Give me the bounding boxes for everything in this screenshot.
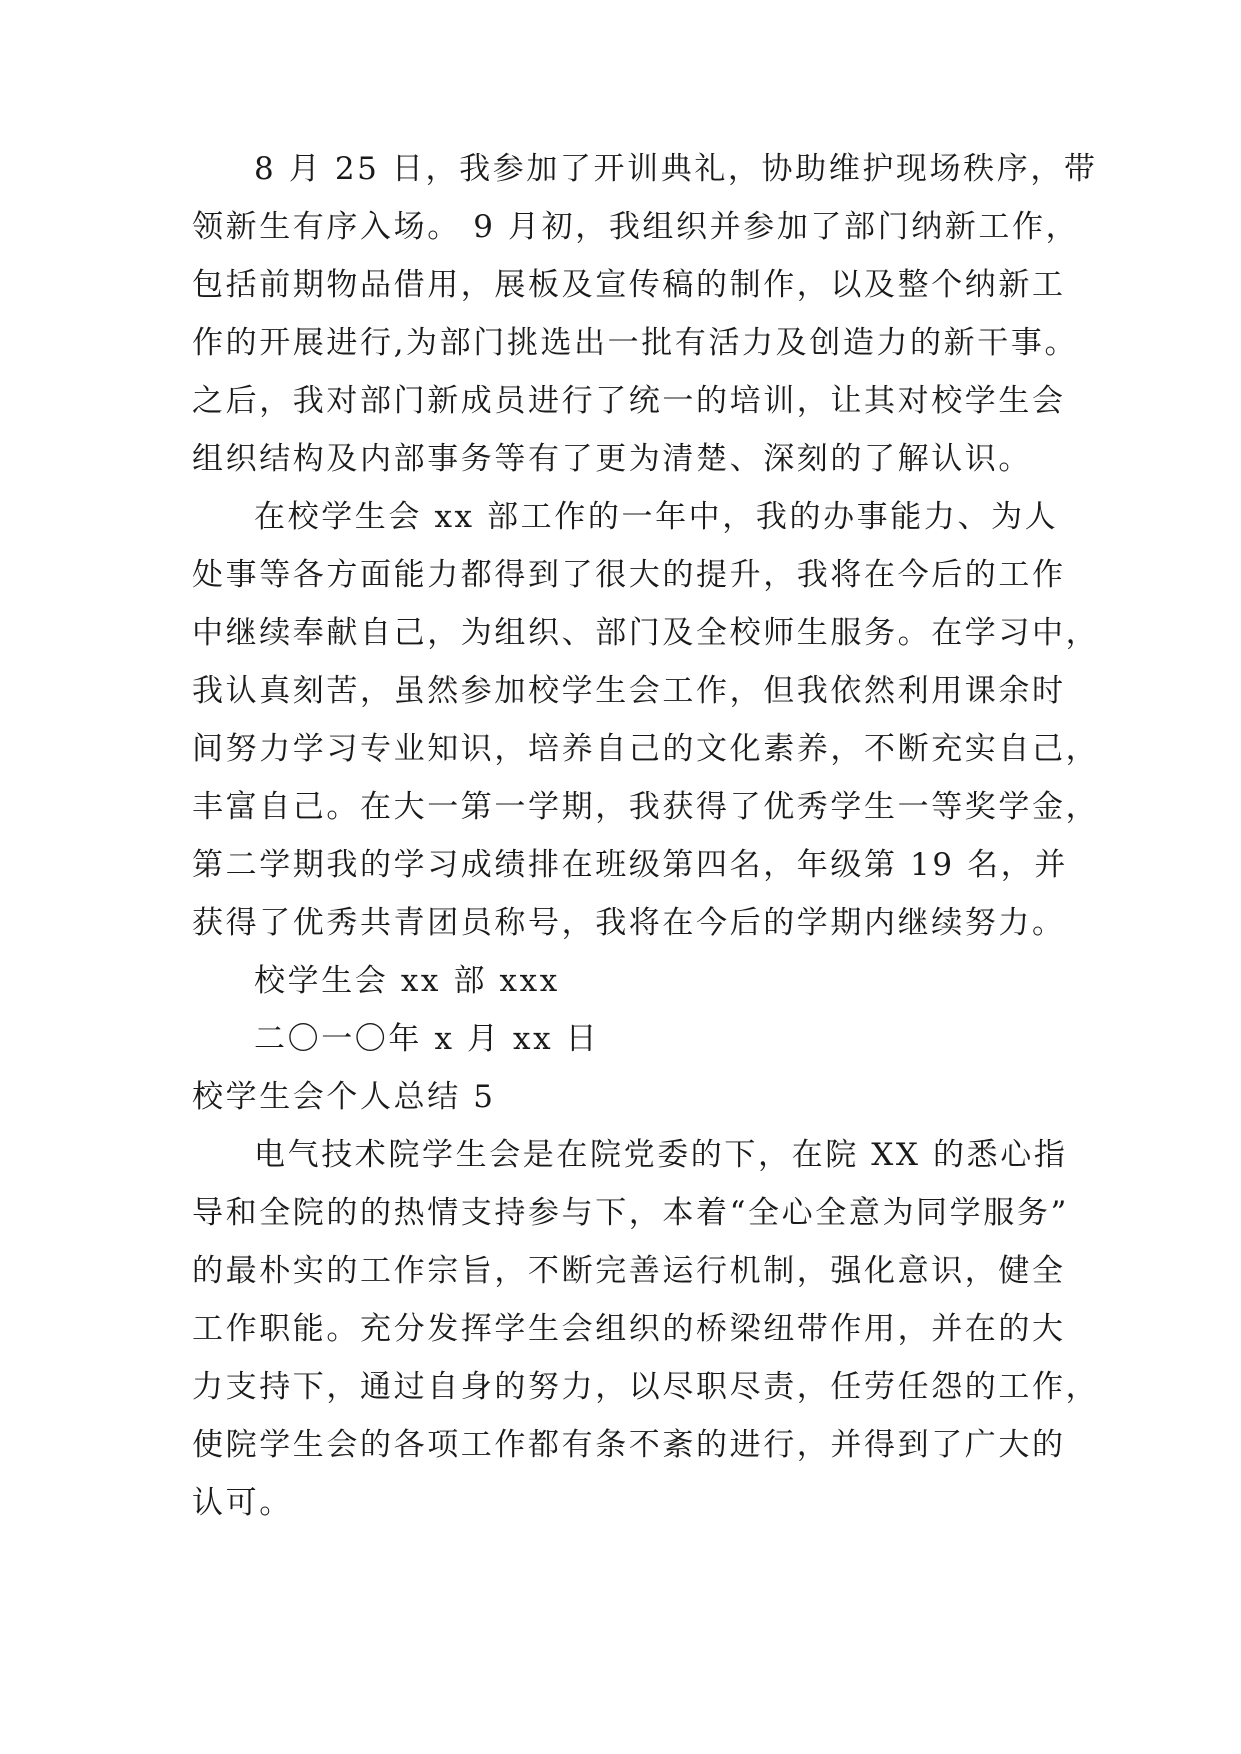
paragraph-line: 之后，我对部门新成员进行了统一的培训，让其对校学生会 <box>192 383 1066 419</box>
paragraph-line: 中继续奉献自己，为组织、部门及全校师生服务。在学习中， <box>192 615 1100 651</box>
paragraph-line: 在校学生会 xx 部工作的一年中，我的办事能力、为人 <box>254 499 1059 535</box>
paragraph-line: 包括前期物品借用，展板及宣传稿的制作，以及整个纳新工 <box>192 267 1066 303</box>
date-line: 二〇一〇年 x 月 xx 日 <box>254 1021 600 1057</box>
paragraph-line: 8 月 25 日，我参加了开训典礼，协助维护现场秩序，带 <box>254 151 1098 187</box>
paragraph-line: 领新生有序入场。 9 月初，我组织并参加了部门纳新工作， <box>192 209 1080 245</box>
paragraph-line: 认可。 <box>192 1485 293 1521</box>
paragraph-line: 工作职能。充分发挥学生会组织的桥梁纽带作用，并在的大 <box>192 1311 1066 1347</box>
paragraph-line: 电气技术院学生会是在院党委的下，在院 XX 的悉心指 <box>254 1137 1068 1173</box>
paragraph-line: 使院学生会的各项工作都有条不紊的进行，并得到了广大的 <box>192 1427 1066 1463</box>
paragraph-line: 力支持下，通过自身的努力，以尽职尽责，任劳任怨的工作， <box>192 1369 1100 1405</box>
section-title: 校学生会个人总结 5 <box>192 1079 496 1115</box>
paragraph-line: 获得了优秀共青团员称号，我将在今后的学期内继续努力。 <box>192 905 1066 941</box>
signature-line: 校学生会 xx 部 xxx <box>254 963 560 999</box>
paragraph-line: 间努力学习专业知识，培养自己的文化素养，不断充实自己， <box>192 731 1100 767</box>
paragraph-line: 作的开展进行,为部门挑选出一批有活力及创造力的新干事。 <box>192 325 1079 361</box>
paragraph-line: 第二学期我的学习成绩排在班级第四名，年级第 19 名，并 <box>192 847 1068 883</box>
paragraph-line: 的最朴实的工作宗旨，不断完善运行机制，强化意识，健全 <box>192 1253 1066 1289</box>
paragraph-line: 处事等各方面能力都得到了很大的提升，我将在今后的工作 <box>192 557 1066 593</box>
paragraph-line: 我认真刻苦，虽然参加校学生会工作，但我依然利用课余时 <box>192 673 1066 709</box>
paragraph-line: 丰富自己。在大一第一学期，我获得了优秀学生一等奖学金， <box>192 789 1100 825</box>
paragraph-line: 导和全院的的热情支持参与下，本着“全心全意为同学服务” <box>192 1195 1069 1231</box>
paragraph-line: 组织结构及内部事务等有了更为清楚、深刻的了解认识。 <box>192 441 1032 477</box>
